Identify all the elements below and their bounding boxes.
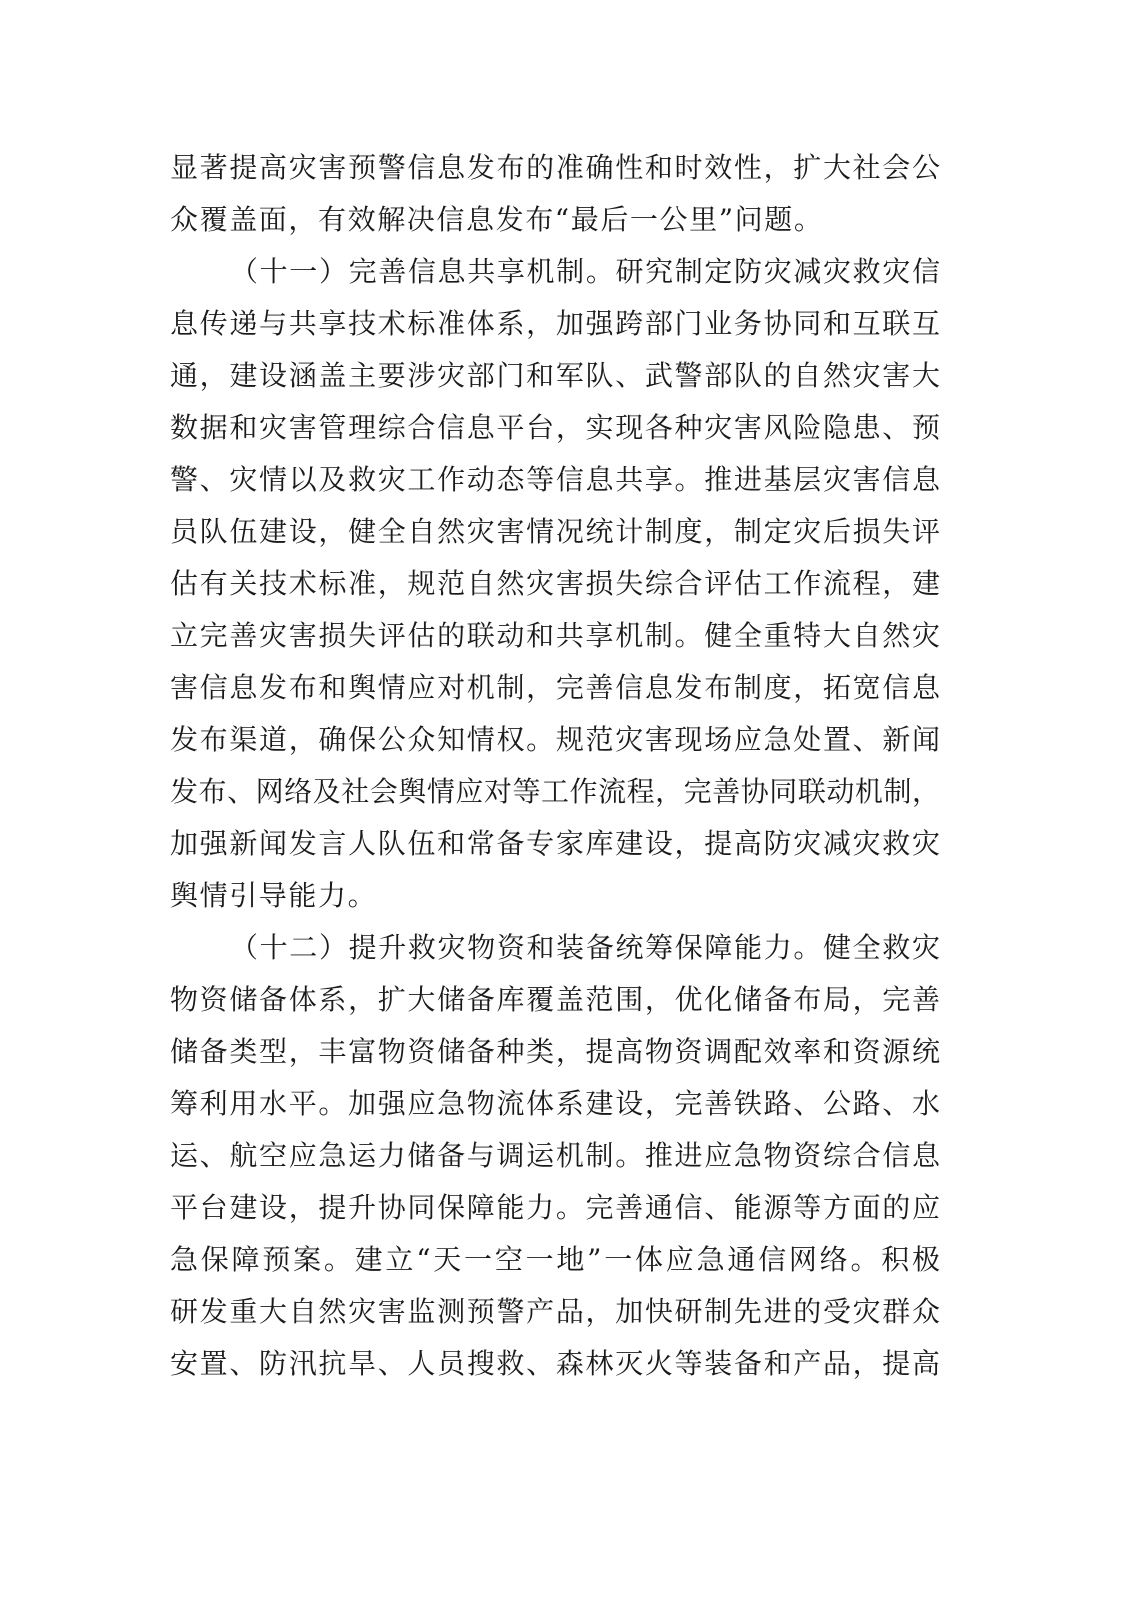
body-text [170,142,940,1390]
text-line: 立完善灾害损失评估的联动和共享机制。健全重特大自然灾 [170,619,940,652]
text-line: 数据和灾害管理综合信息平台，实现各种灾害风险隐患、预 [170,411,940,444]
text-line: 研发重大自然灾害监测预警产品，加快研制先进的受灾群众 [170,1295,940,1328]
text-line: 显著提高灾害预警信息发布的准确性和时效性，扩大社会公 [170,151,940,184]
paragraph-continuation [170,142,940,246]
text-line: 储备类型，丰富物资储备种类，提高物资调配效率和资源统 [170,1035,940,1068]
text-line: 害信息发布和舆情应对机制，完善信息发布制度，拓宽信息 [170,671,940,704]
text-line: 警、灾情以及救灾工作动态等信息共享。推进基层灾害信息 [170,463,940,496]
text-line: 运、航空应急运力储备与调运机制。推进应急物资综合信息 [170,1139,940,1172]
text-line: 安置、防汛抗旱、人员搜救、森林灭火等装备和产品，提高 [170,1347,940,1380]
text-line: 平台建设，提升协同保障能力。完善通信、能源等方面的应 [170,1191,940,1224]
text-line: 发布渠道，确保公众知情权。规范灾害现场应急处置、新闻 [170,723,940,756]
text-line: 舆情引导能力。 [170,879,378,912]
text-line: 通，建设涵盖主要涉灾部门和军队、武警部队的自然灾害大 [170,359,940,392]
text-line: 估有关技术标准，规范自然灾害损失综合评估工作流程，建 [170,567,940,600]
text-line: 加强新闻发言人队伍和常备专家库建设，提高防灾减灾救灾 [170,827,940,860]
text-line: 众覆盖面，有效解决信息发布“最后一公里”问题。 [170,203,824,236]
text-line: 急保障预案。建立“天一空一地”一体应急通信网络。积极 [170,1243,940,1276]
text-line: 员队伍建设，健全自然灾害情况统计制度，制定灾后损失评 [170,515,940,548]
text-line: （十二）提升救灾物资和装备统筹保障能力。健全救灾 [230,931,940,964]
paragraph-section-12 [170,922,940,1390]
text-line: 发布、网络及社会舆情应对等工作流程，完善协同联动机制， [170,775,940,808]
text-line: （十一）完善信息共享机制。研究制定防灾减灾救灾信 [230,255,940,288]
paragraph-section-11 [170,246,940,922]
text-line: 筹利用水平。加强应急物流体系建设，完善铁路、公路、水 [170,1087,940,1120]
text-line: 息传递与共享技术标准体系，加强跨部门业务协同和互联互 [170,307,940,340]
text-line: 物资储备体系，扩大储备库覆盖范围，优化储备布局，完善 [170,983,940,1016]
